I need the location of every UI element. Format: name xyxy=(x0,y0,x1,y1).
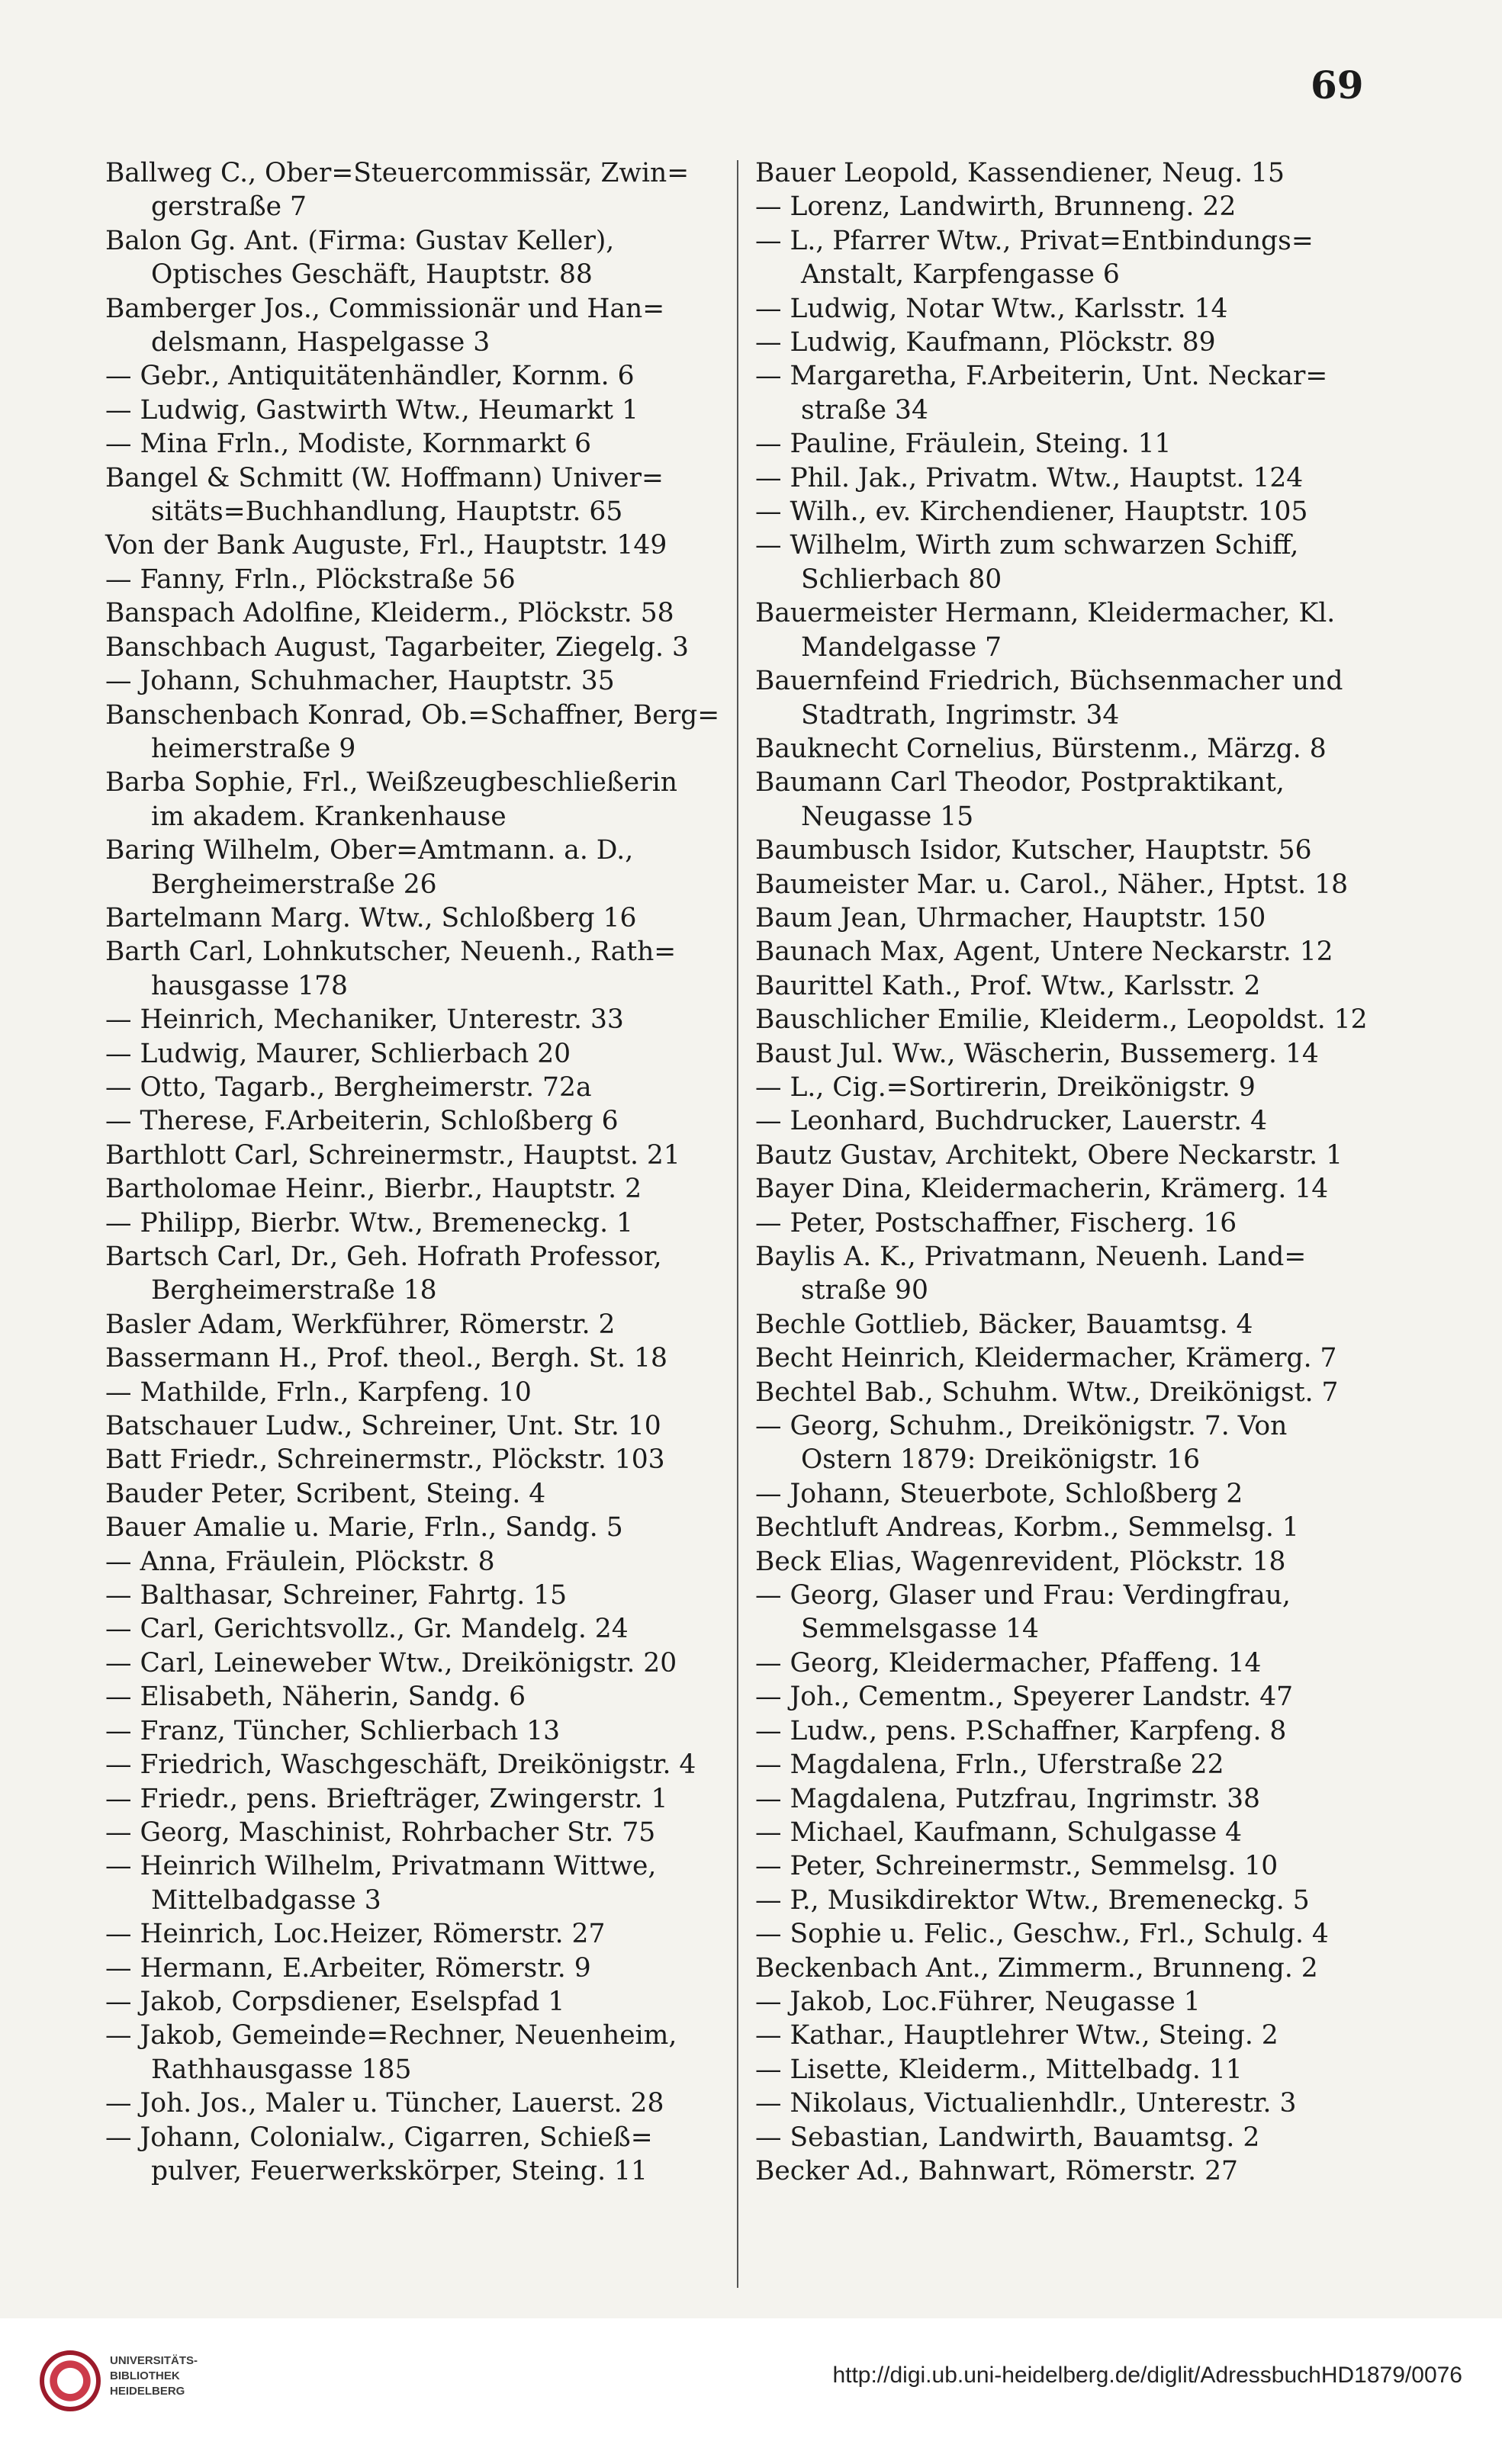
directory-entry xyxy=(755,1952,1423,1985)
entry-text: — Joh. Jos., Maler u. Tüncher, Lauerst. 28 xyxy=(105,2088,664,2119)
directory-entry xyxy=(105,1985,773,2019)
university-seal-icon xyxy=(40,2350,101,2411)
directory-entry xyxy=(105,1816,773,1849)
entry-continuation: Neugasse 15 xyxy=(801,801,974,832)
entry-continuation: pulver, Feuerwerkskörper, Steing. 11 xyxy=(151,2155,648,2186)
entry-text: Banschenbach Konrad, Ob.=Schaffner, Berg= xyxy=(105,699,720,731)
entry-text: Bangel & Schmitt (W. Hoffmann) Univer= xyxy=(105,462,664,493)
directory-entry xyxy=(105,1782,773,1816)
entry-text: — Anna, Fräulein, Plöckstr. 8 xyxy=(105,1546,495,1577)
entry-text: Bautz Gustav, Architekt, Obere Neckarstr. 1 xyxy=(755,1139,1343,1171)
entry-text: Bauschlicher Emilie, Kleiderm., Leopoldst. 12 xyxy=(755,1004,1368,1036)
directory-entry xyxy=(755,1782,1423,1816)
entry-text: Bartholomae Heinr., Bierbr., Hauptstr. 2 xyxy=(105,1174,642,1205)
directory-entry xyxy=(105,1139,773,1172)
entry-text: — Elisabeth, Näherin, Sandg. 6 xyxy=(105,1682,526,1713)
directory-entry xyxy=(755,969,1423,1003)
entry-text: — Philipp, Bierbr. Wtw., Bremeneckg. 1 xyxy=(105,1207,634,1238)
entry-text: Baurittel Kath., Prof. Wtw., Karlsstr. 2 xyxy=(755,970,1261,1001)
directory-entry xyxy=(755,1139,1423,1172)
entry-text: Bartelmann Marg. Wtw., Schloßberg 16 xyxy=(105,902,637,933)
directory-entry xyxy=(105,1308,773,1341)
entry-text: Baumbusch Isidor, Kutscher, Hauptstr. 56 xyxy=(755,835,1312,866)
directory-entry xyxy=(105,1748,773,1781)
entry-text: — Friedrich, Waschgeschäft, Dreikönigstr. 4 xyxy=(105,1749,696,1781)
directory-entry xyxy=(755,326,1423,359)
entry-continuation: Mandelgasse 7 xyxy=(801,631,1002,663)
directory-entry xyxy=(105,461,773,529)
entry-text: — Jakob, Corpsdiener, Eselspfad 1 xyxy=(105,1986,565,2017)
directory-entry xyxy=(755,901,1423,935)
entry-text: — Nikolaus, Victualienhdlr., Unterestr. 3 xyxy=(755,2088,1297,2119)
directory-entry xyxy=(105,1341,773,1375)
directory-entry xyxy=(755,1376,1423,1409)
entry-text: — Johann, Steuerbote, Schloßberg 2 xyxy=(755,1478,1243,1509)
entry-text: — Heinrich Wilhelm, Privatmann Wittwe, xyxy=(105,1851,657,1882)
directory-entry xyxy=(755,935,1423,969)
directory-entry xyxy=(755,1849,1423,1883)
directory-entry xyxy=(105,1443,773,1476)
directory-entry xyxy=(755,1409,1423,1477)
entry-text: Becht Heinrich, Kleidermacher, Krämerg. 7 xyxy=(755,1343,1337,1374)
entry-text: — Ludwig, Maurer, Schlierbach 20 xyxy=(105,1038,571,1069)
entry-continuation: Rathhausgasse 185 xyxy=(151,2054,412,2085)
directory-entry xyxy=(755,1511,1423,1544)
directory-entry xyxy=(755,359,1423,427)
entry-text: — Mathilde, Frln., Karpfeng. 10 xyxy=(105,1377,532,1408)
entry-text: — Ludwig, Gastwirth Wtw., Heumarkt 1 xyxy=(105,394,638,426)
directory-entry xyxy=(755,834,1423,867)
entry-text: Bauernfeind Friedrich, Büchsenmacher und xyxy=(755,666,1343,697)
entry-text: — L., Pfarrer Wtw., Privat=Entbindungs= xyxy=(755,225,1314,256)
entry-text: Bauermeister Hermann, Kleidermacher, Kl. xyxy=(755,598,1336,629)
entry-text: Basler Adam, Werkführer, Römerstr. 2 xyxy=(105,1309,616,1340)
entry-continuation: Optisches Geschäft, Hauptstr. 88 xyxy=(151,259,593,291)
directory-entry xyxy=(755,1714,1423,1748)
entry-text: — Friedr., pens. Briefträger, Zwingerstr. 1 xyxy=(105,1783,668,1814)
directory-entry xyxy=(105,631,773,664)
directory-entry xyxy=(755,427,1423,461)
directory-entry xyxy=(755,2087,1423,2120)
column-divider xyxy=(737,160,738,2288)
directory-entry xyxy=(755,1985,1423,2019)
entry-text: Batschauer Ludw., Schreiner, Unt. Str. 10 xyxy=(105,1411,661,1442)
directory-entry xyxy=(105,1579,773,1612)
directory-entry xyxy=(105,2087,773,2120)
directory-entry xyxy=(755,495,1423,528)
entry-text: Bartsch Carl, Dr., Geh. Hofrath Professor, xyxy=(105,1242,662,1272)
directory-entry xyxy=(755,156,1423,190)
entry-continuation: Stadtrath, Ingrimstr. 34 xyxy=(801,699,1120,731)
directory-entry xyxy=(755,2121,1423,2154)
entry-text: — Carl, Gerichtsvollz., Gr. Mandelg. 24 xyxy=(105,1614,629,1645)
entry-text: — Magdalena, Frln., Uferstraße 22 xyxy=(755,1749,1224,1781)
directory-entry xyxy=(755,2154,1423,2188)
entry-text: Baylis A. K., Privatmann, Neuenh. Land= xyxy=(755,1242,1307,1272)
entry-text: — Joh., Cementm., Speyerer Landstr. 47 xyxy=(755,1682,1294,1713)
entry-text: Banspach Adolfine, Kleiderm., Plöckstr. 58 xyxy=(105,598,674,629)
directory-entry xyxy=(755,461,1423,495)
entry-text: — Sebastian, Landwirth, Bauamtsg. 2 xyxy=(755,2122,1260,2153)
directory-entry xyxy=(755,1240,1423,1308)
directory-entry xyxy=(105,935,773,1003)
entry-text: — Fanny, Frln., Plöckstraße 56 xyxy=(105,564,516,595)
directory-entry xyxy=(105,1003,773,1036)
entry-text: — Sophie u. Felic., Geschw., Frl., Schulg. 4 xyxy=(755,1919,1329,1950)
directory-entry xyxy=(755,224,1423,292)
entry-text: — Lorenz, Landwirth, Brunneng. 22 xyxy=(755,191,1237,223)
entry-text: Bassermann H., Prof. theol., Bergh. St. 18 xyxy=(105,1343,667,1374)
entry-text: — Leonhard, Buchdrucker, Lauerstr. 4 xyxy=(755,1106,1268,1137)
entry-text: — Gebr., Antiquitätenhändler, Kornm. 6 xyxy=(105,361,635,392)
entry-text: — Johann, Schuhmacher, Hauptstr. 35 xyxy=(105,666,615,697)
entry-continuation: sitäts=Buchhandlung, Hauptstr. 65 xyxy=(151,496,623,528)
directory-entry xyxy=(105,699,773,766)
entry-text: — Georg, Maschinist, Rohrbacher Str. 75 xyxy=(105,1817,656,1848)
entry-text: — Heinrich, Mechaniker, Unterestr. 33 xyxy=(105,1004,624,1036)
entry-text: Bechtluft Andreas, Korbm., Semmelsg. 1 xyxy=(755,1512,1299,1544)
entry-text: Bechtel Bab., Schuhm. Wtw., Dreikönigst. 7 xyxy=(755,1377,1339,1408)
directory-entry xyxy=(105,1409,773,1443)
library-logo[interactable] xyxy=(40,2343,198,2427)
page-number: 69 xyxy=(1311,63,1364,108)
right-column xyxy=(755,156,1423,2188)
directory-entry xyxy=(755,1206,1423,1240)
entry-text: Balon Gg. Ant. (Firma: Gustav Keller), xyxy=(105,225,615,256)
directory-entry xyxy=(105,224,773,292)
directory-entry xyxy=(105,1071,773,1104)
directory-entry xyxy=(105,1172,773,1206)
entry-text: Barthlott Carl, Schreinermstr., Hauptst. 21 xyxy=(105,1139,680,1171)
directory-entry xyxy=(105,1206,773,1240)
directory-entry xyxy=(755,596,1423,664)
entry-continuation: gerstraße 7 xyxy=(151,191,307,223)
entry-text: — Mina Frln., Modiste, Kornmarkt 6 xyxy=(105,429,592,460)
directory-entry xyxy=(755,1545,1423,1579)
entry-text: — Peter, Schreinermstr., Semmelsg. 10 xyxy=(755,1851,1278,1882)
directory-entry xyxy=(755,1680,1423,1714)
entry-text: Baunach Max, Agent, Untere Neckarstr. 12 xyxy=(755,936,1333,968)
directory-entry xyxy=(105,901,773,935)
directory-entry xyxy=(105,1376,773,1409)
entry-text: — Kathar., Hauptlehrer Wtw., Steing. 2 xyxy=(755,2020,1278,2051)
directory-entry xyxy=(105,1952,773,1985)
directory-entry xyxy=(105,1849,773,1917)
directory-entry xyxy=(105,1104,773,1138)
directory-entry xyxy=(105,1714,773,1748)
entry-text: — Wilh., ev. Kirchendiener, Hauptstr. 105 xyxy=(755,496,1308,528)
directory-entry xyxy=(105,1545,773,1579)
entry-text: Beck Elias, Wagenrevident, Plöckstr. 18 xyxy=(755,1546,1286,1577)
directory-entry xyxy=(755,528,1423,596)
directory-entry xyxy=(755,1037,1423,1071)
entry-text: — Heinrich, Loc.Heizer, Römerstr. 27 xyxy=(105,1919,606,1950)
entry-text: — Otto, Tagarb., Bergheimerstr. 72a xyxy=(105,1071,592,1103)
directory-entry xyxy=(105,1240,773,1308)
entry-text: — Ludwig, Kaufmann, Plöckstr. 89 xyxy=(755,327,1216,358)
entry-text: Barth Carl, Lohnkutscher, Neuenh., Rath= xyxy=(105,936,677,968)
left-column xyxy=(105,156,773,2188)
directory-entry xyxy=(755,868,1423,901)
entry-text: Baum Jean, Uhrmacher, Hauptstr. 150 xyxy=(755,902,1266,933)
directory-entry xyxy=(105,834,773,901)
directory-entry xyxy=(105,1612,773,1646)
entry-text: Banschbach August, Tagarbeiter, Ziegelg. 3 xyxy=(105,631,689,663)
directory-entry xyxy=(755,1579,1423,1646)
entry-text: Bayer Dina, Kleidermacherin, Krämerg. 14 xyxy=(755,1174,1329,1205)
entry-text: — Jakob, Loc.Führer, Neugasse 1 xyxy=(755,1986,1201,2017)
entry-continuation: delsmann, Haspelgasse 3 xyxy=(151,327,490,358)
directory-entry xyxy=(755,1917,1423,1951)
entry-continuation: hausgasse 178 xyxy=(151,970,349,1001)
entry-continuation: Semmelsgasse 14 xyxy=(801,1614,1039,1645)
entry-text: — Michael, Kaufmann, Schulgasse 4 xyxy=(755,1817,1243,1848)
entry-text: Bechle Gottlieb, Bäcker, Bauamtsg. 4 xyxy=(755,1309,1253,1340)
entry-continuation: Ostern 1879: Dreikönigstr. 16 xyxy=(801,1444,1201,1476)
entry-text: Barba Sophie, Frl., Weißzeugbeschließerin xyxy=(105,767,677,798)
entry-text: — Ludw., pens. P.Schaffner, Karpfeng. 8 xyxy=(755,1715,1287,1746)
directory-entry xyxy=(755,2019,1423,2052)
directory-entry xyxy=(105,2121,773,2189)
entry-text: Baring Wilhelm, Ober=Amtmann. a. D., xyxy=(105,835,634,866)
directory-entry xyxy=(105,664,773,698)
directory-entry xyxy=(105,292,773,360)
entry-text: — P., Musikdirektor Wtw., Bremeneckg. 5 xyxy=(755,1884,1310,1916)
directory-entry xyxy=(105,359,773,393)
entry-text: Baust Jul. Ww., Wäscherin, Bussemerg. 14 xyxy=(755,1038,1319,1069)
entry-text: — Ludwig, Notar Wtw., Karlsstr. 14 xyxy=(755,293,1228,324)
entry-text: — Wilhelm, Wirth zum schwarzen Schiff, xyxy=(755,530,1299,561)
library-name-line: UNIVERSITÄTS- xyxy=(110,2354,198,2367)
entry-text: Bamberger Jos., Commissionär und Han= xyxy=(105,293,665,324)
library-name-line: BIBLIOTHEK xyxy=(110,2369,180,2382)
directory-entry xyxy=(755,1477,1423,1511)
entry-continuation: straße 34 xyxy=(801,394,928,426)
entry-text: — Jakob, Gemeinde=Rechner, Neuenheim, xyxy=(105,2020,677,2051)
directory-entry xyxy=(755,732,1423,766)
directory-entry xyxy=(105,1646,773,1680)
entry-continuation: im akadem. Krankenhause xyxy=(151,801,507,832)
entry-text: — Georg, Glaser und Frau: Verdingfrau, xyxy=(755,1580,1291,1611)
entry-text: — Phil. Jak., Privatm. Wtw., Hauptst. 124 xyxy=(755,462,1304,493)
entry-text: Baumeister Mar. u. Carol., Näher., Hptst. 18 xyxy=(755,869,1349,900)
library-name-line: HEIDELBERG xyxy=(110,2385,185,2398)
entry-continuation: Mittelbadgasse 3 xyxy=(151,1884,381,1916)
entry-text: Batt Friedr., Schreinermstr., Plöckstr. 103 xyxy=(105,1444,665,1476)
entry-text: — Carl, Leineweber Wtw., Dreikönigstr. 20 xyxy=(105,1647,677,1679)
directory-entry xyxy=(105,528,773,562)
source-url[interactable]: http://digi.ub.uni-heidelberg.de/diglit/AdressbuchHD1879/0076 xyxy=(832,2363,1462,2388)
entry-text: Baumann Carl Theodor, Postpraktikant, xyxy=(755,767,1285,798)
entry-text: — Pauline, Fräulein, Steing. 11 xyxy=(755,429,1172,460)
entry-text: — Peter, Postschaffner, Fischerg. 16 xyxy=(755,1207,1237,1238)
directory-entry xyxy=(755,1748,1423,1781)
entry-text: Von der Bank Auguste, Frl., Hauptstr. 149 xyxy=(105,530,667,561)
entry-text: Beckenbach Ant., Zimmerm., Brunneng. 2 xyxy=(755,1952,1318,1984)
entry-text: — Hermann, E.Arbeiter, Römerstr. 9 xyxy=(105,1952,591,1984)
directory-entry xyxy=(755,1341,1423,1375)
directory-entry xyxy=(755,1308,1423,1341)
directory-entry xyxy=(755,1816,1423,1849)
directory-entry xyxy=(755,664,1423,732)
directory-entry xyxy=(105,427,773,461)
directory-entry xyxy=(105,1680,773,1714)
entry-text: — L., Cig.=Sortirerin, Dreikönigstr. 9 xyxy=(755,1071,1256,1103)
entry-text: — Margaretha, F.Arbeiterin, Unt. Neckar= xyxy=(755,361,1328,392)
entry-text: Bauer Amalie u. Marie, Frln., Sandg. 5 xyxy=(105,1512,623,1544)
entry-text: — Lisette, Kleiderm., Mittelbadg. 11 xyxy=(755,2054,1243,2085)
entry-text: Bauknecht Cornelius, Bürstenm., Märzg. 8 xyxy=(755,733,1327,764)
library-name xyxy=(110,2353,198,2399)
directory-entry xyxy=(755,2053,1423,2087)
entry-continuation: Schlierbach 80 xyxy=(801,564,1002,595)
entry-text: — Magdalena, Putzfrau, Ingrimstr. 38 xyxy=(755,1783,1261,1814)
entry-continuation: heimerstraße 9 xyxy=(151,733,356,764)
directory-entry xyxy=(755,1003,1423,1036)
entry-text: — Johann, Colonialw., Cigarren, Schieß= xyxy=(105,2122,653,2153)
directory-entry xyxy=(755,766,1423,834)
directory-entry xyxy=(755,190,1423,223)
directory-entry xyxy=(105,766,773,834)
entry-text: — Therese, F.Arbeiterin, Schloßberg 6 xyxy=(105,1106,619,1137)
directory-entry xyxy=(755,1884,1423,1917)
directory-entry xyxy=(105,156,773,224)
entry-text: Bauder Peter, Scribent, Steing. 4 xyxy=(105,1478,546,1509)
directory-entry xyxy=(105,1917,773,1951)
entry-text: Becker Ad., Bahnwart, Römerstr. 27 xyxy=(755,2155,1238,2186)
directory-entry xyxy=(105,1037,773,1071)
entry-text: — Franz, Tüncher, Schlierbach 13 xyxy=(105,1715,561,1746)
entry-text: — Balthasar, Schreiner, Fahrtg. 15 xyxy=(105,1580,568,1611)
entry-text: — Georg, Kleidermacher, Pfaffeng. 14 xyxy=(755,1647,1262,1679)
directory-entry xyxy=(755,292,1423,326)
directory-entry xyxy=(105,596,773,630)
entry-continuation: Anstalt, Karpfengasse 6 xyxy=(801,259,1120,291)
footer-bar xyxy=(0,2318,1502,2464)
directory-entry xyxy=(105,1511,773,1544)
entry-text: Ballweg C., Ober=Steuercommissär, Zwin= xyxy=(105,158,690,188)
directory-entry xyxy=(755,1172,1423,1206)
directory-entry xyxy=(105,394,773,427)
directory-entry xyxy=(755,1104,1423,1138)
directory-entry xyxy=(755,1646,1423,1680)
entry-continuation: straße 90 xyxy=(801,1275,928,1306)
entry-continuation: Bergheimerstraße 18 xyxy=(151,1275,437,1306)
directory-entry xyxy=(755,1071,1423,1104)
directory-entry xyxy=(105,1477,773,1511)
entry-text: — Georg, Schuhm., Dreikönigstr. 7. Von xyxy=(755,1411,1288,1442)
entry-text: Bauer Leopold, Kassendiener, Neug. 15 xyxy=(755,158,1285,188)
directory-entry xyxy=(105,563,773,596)
directory-entry xyxy=(105,2019,773,2087)
entry-continuation: Bergheimerstraße 26 xyxy=(151,869,437,900)
